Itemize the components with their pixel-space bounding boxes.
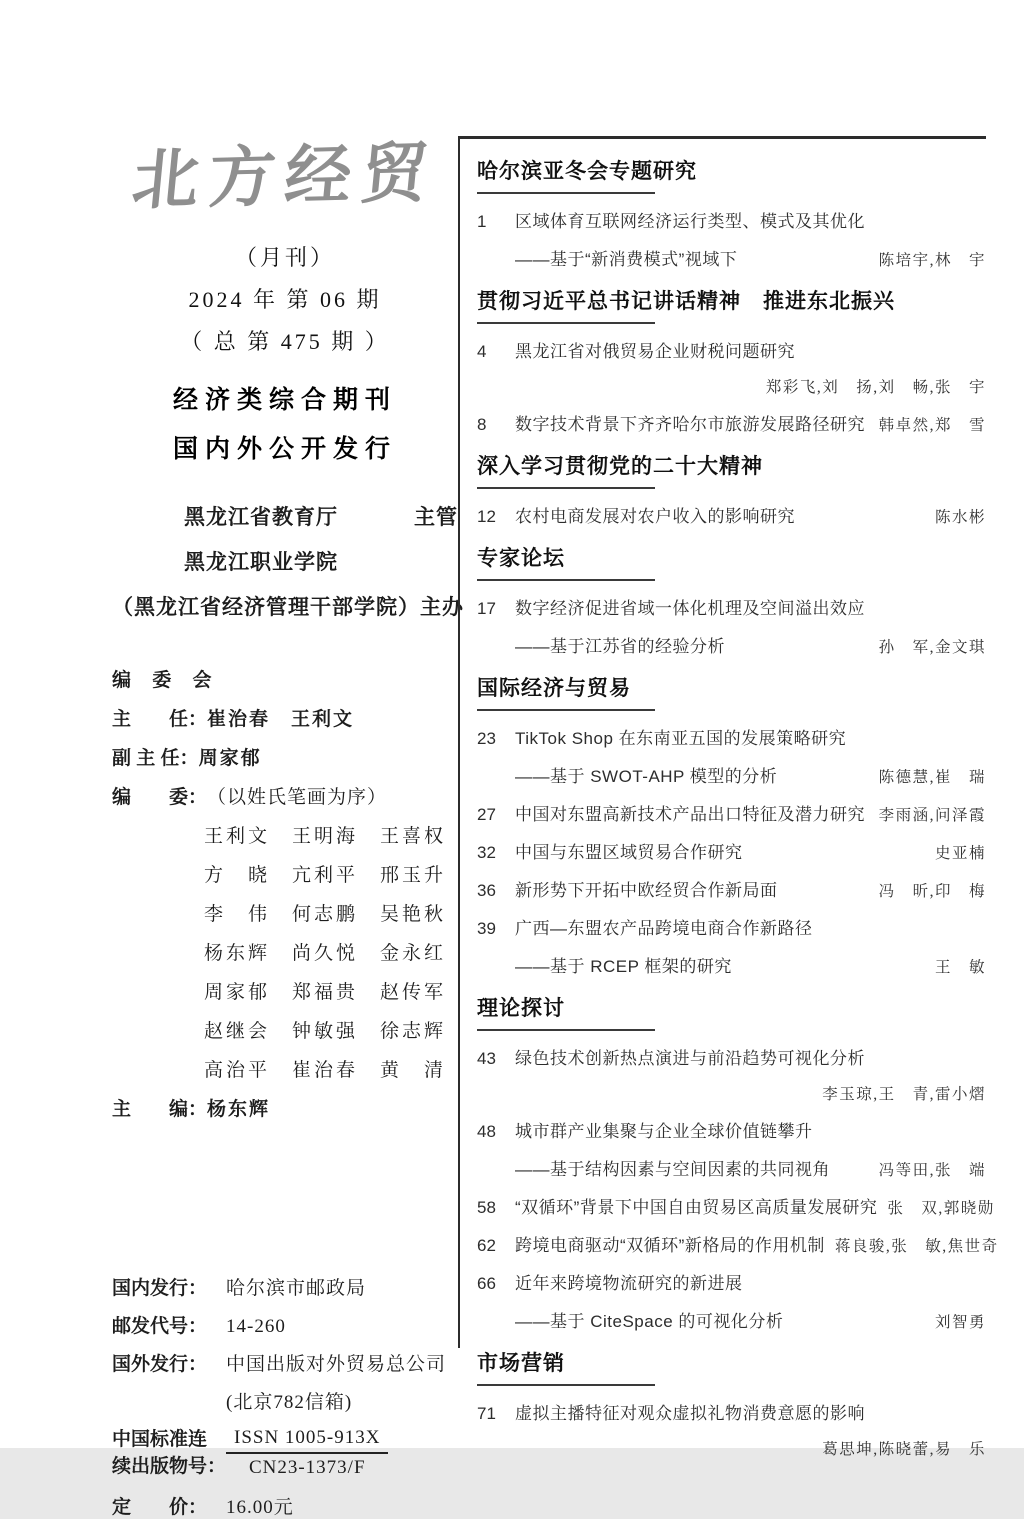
supervisor-row <box>112 501 458 531</box>
members-note: （以姓氏笔画为序） <box>207 787 388 808</box>
issn-values <box>226 1427 388 1479</box>
host-org: 黑龙江职业学院 <box>184 551 338 574</box>
publishing-value: 14-260 <box>226 1316 286 1337</box>
publishing-info <box>112 1273 458 1414</box>
toc-entry <box>477 1269 986 1294</box>
page-number: 66 <box>477 1274 496 1293</box>
page-number: 1 <box>477 212 487 231</box>
entry-title: TikTok Shop 在东南亚五国的发展策略研究 <box>515 729 847 748</box>
page-number: 12 <box>477 507 496 526</box>
editorial-board-title: 编 委 会 <box>112 670 220 691</box>
deputy-director-row <box>112 743 458 770</box>
entry-title: 近年来跨境物流研究的新进展 <box>515 1274 743 1293</box>
entry-title: 中国与东盟区域贸易合作研究 <box>515 843 743 862</box>
frequency-label: （月刊） <box>234 245 335 270</box>
member-row: 李 伟 何志鹏 吴艳秋 <box>204 904 447 925</box>
publishing-label: 国外发行： <box>112 1354 208 1375</box>
journal-type-line2: 国内外公开发行 <box>172 435 397 463</box>
member-row: 高治平 崔治春 黄 清 <box>204 1060 447 1081</box>
publishing-value: 中国出版对外贸易总公司 <box>226 1354 447 1375</box>
chief-editor-name: 杨东辉 <box>207 1099 271 1120</box>
entry-authors: 刘智勇 <box>934 1314 986 1331</box>
entry-subtitle: ——基于江苏省的经验分析 <box>515 637 725 656</box>
entry-authors: 李雨涵,问泽霞 <box>878 807 986 824</box>
entry-subtitle: ——基于 SWOT-AHP 模型的分析 <box>515 767 778 786</box>
page-number: 62 <box>477 1236 496 1255</box>
members-header-row <box>112 782 458 809</box>
section-underline <box>477 579 655 581</box>
section-underline <box>477 1029 655 1031</box>
issn-number: ISSN 1005-913X <box>226 1427 388 1454</box>
toc-entry <box>477 1193 995 1218</box>
page-number: 23 <box>477 729 496 748</box>
member-list <box>112 821 458 1082</box>
page-number: 43 <box>477 1049 496 1068</box>
section-underline <box>477 709 655 711</box>
section-underline <box>477 192 655 194</box>
price-label: 定 价： <box>112 1497 208 1518</box>
toc-entry <box>477 724 986 749</box>
entry-authors: 张 双,郭晓勋 <box>887 1200 995 1217</box>
issn-label-line1: 中国标准连 <box>112 1429 208 1450</box>
toc-entry-subtitle-row <box>477 632 986 657</box>
entry-title: 农村电商发展对农户收入的影响研究 <box>515 507 795 526</box>
cn-number: CN23-1373/F <box>248 1457 366 1478</box>
publishing-label: 邮发代号： <box>112 1316 208 1337</box>
members-label: 编 委： <box>112 787 208 808</box>
entry-title: 新形势下开拓中欧经贸合作新局面 <box>515 881 778 900</box>
host-org-row <box>112 546 458 576</box>
toc-entry <box>477 838 986 863</box>
publishing-row <box>112 1387 458 1414</box>
entry-subtitle: ——基于“新消费模式”视域下 <box>515 250 738 269</box>
toc-section-title: 哈尔滨亚冬会专题研究 <box>477 160 697 183</box>
member-row: 周家郁 郑福贵 赵传军 <box>204 982 447 1003</box>
journal-type-line1: 经济类综合期刊 <box>172 386 397 414</box>
entry-authors: 陈德慧,崔 瑞 <box>878 769 986 786</box>
entry-title: 区域体育互联网经济运行类型、模式及其优化 <box>515 212 865 231</box>
toc-entry <box>477 410 986 435</box>
toc-entry <box>477 800 986 825</box>
page-number: 39 <box>477 919 496 938</box>
toc-entry-authors-row <box>477 375 986 397</box>
journal-logo: 北方经贸 <box>128 133 442 219</box>
chief-editor-row <box>112 1094 458 1121</box>
publishing-row <box>112 1349 458 1376</box>
supervisor-org: 黑龙江省教育厅 <box>184 506 338 529</box>
host-role-label: 主办 <box>420 596 464 619</box>
entry-authors: 蒋良骏,张 敏,焦世奇 <box>834 1238 999 1255</box>
toc-entry <box>477 876 986 901</box>
toc-entry <box>477 207 986 232</box>
toc-section-title: 国际经济与贸易 <box>477 677 631 700</box>
director-row <box>112 704 458 731</box>
toc-entry <box>477 1044 986 1069</box>
host-org-alt-row <box>112 591 464 621</box>
entry-authors: 葛思坤,陈晓蕾,易 乐 <box>822 1441 986 1458</box>
price-row <box>112 1492 458 1519</box>
section-underline <box>477 487 655 489</box>
entry-authors: 韩卓然,郑 雪 <box>878 417 986 434</box>
toc-entry <box>477 594 986 619</box>
publishing-value: (北京782信箱) <box>226 1392 353 1413</box>
section-underline <box>477 322 655 324</box>
page-number: 32 <box>477 843 496 862</box>
issn-label-line2: 续出版物号： <box>112 1456 227 1477</box>
member-row: 杨东辉 尚久悦 金永红 <box>204 943 447 964</box>
toc-entry <box>477 1231 999 1256</box>
page-number: 36 <box>477 881 496 900</box>
table-of-contents <box>458 136 999 1458</box>
member-row: 赵继会 钟敏强 徐志辉 <box>204 1021 447 1042</box>
entry-title: 绿色技术创新热点演进与前沿趋势可视化分析 <box>515 1049 865 1068</box>
publishing-label: 国内发行： <box>112 1278 208 1299</box>
entry-authors: 冯 昕,印 梅 <box>878 883 986 900</box>
price-value: 16.00元 <box>226 1497 294 1518</box>
journal-type-block <box>112 380 458 465</box>
entry-authors: 李玉琼,王 青,雷小熠 <box>822 1086 986 1103</box>
toc-entry <box>477 1117 986 1142</box>
toc-section-title: 贯彻习近平总书记讲话精神 推进东北振兴 <box>477 290 895 313</box>
toc-entry-authors-row <box>477 1082 986 1104</box>
entry-title: “双循环”背景下中国自由贸易区高质量发展研究 <box>515 1198 878 1217</box>
entry-title: 数字技术背景下齐齐哈尔市旅游发展路径研究 <box>515 415 865 434</box>
publishing-row <box>112 1311 458 1338</box>
entry-subtitle: ——基于 CiteSpace 的可视化分析 <box>515 1312 784 1331</box>
page-number: 48 <box>477 1122 496 1141</box>
entry-title: 广西—东盟农产品跨境电商合作新路径 <box>515 919 813 938</box>
deputy-director-name: 周家郁 <box>198 748 262 769</box>
entry-subtitle: ——基于 RCEP 框架的研究 <box>515 957 732 976</box>
journal-info-column <box>112 126 464 1519</box>
entry-subtitle: ——基于结构因素与空间因素的共同视角 <box>515 1160 830 1179</box>
toc-entry-subtitle-row <box>477 762 986 787</box>
entry-authors: 郑彩飞,刘 扬,刘 畅,张 宇 <box>765 379 986 396</box>
toc-section-title: 专家论坛 <box>477 547 565 570</box>
toc-section-title: 理论探讨 <box>477 997 565 1020</box>
entry-title: 中国对东盟高新技术产品出口特征及潜力研究 <box>515 805 865 824</box>
chief-editor-label: 主 编： <box>112 1099 208 1120</box>
toc-entry <box>477 914 986 939</box>
page-number: 58 <box>477 1198 496 1217</box>
entry-authors: 陈培宇,林 宇 <box>878 252 986 269</box>
toc-entry-subtitle-row <box>477 952 986 977</box>
sponsor-block <box>112 501 464 621</box>
entry-authors: 王 敏 <box>934 959 986 976</box>
entry-title: 黑龙江省对俄贸易企业财税问题研究 <box>515 342 795 361</box>
page-number: 71 <box>477 1404 496 1423</box>
section-underline <box>477 1384 655 1386</box>
entry-authors: 孙 军,金文琪 <box>878 639 986 656</box>
host-org-alt: （黑龙江省经济管理干部学院） <box>112 596 420 619</box>
director-names: 崔治春 王利文 <box>207 709 355 730</box>
member-row: 方 晓 亢利平 邢玉升 <box>204 865 447 886</box>
director-label: 主 任： <box>112 709 208 730</box>
issn-label <box>112 1426 226 1480</box>
toc-section-title: 市场营销 <box>477 1352 565 1375</box>
entry-authors: 冯等田,张 端 <box>878 1162 986 1179</box>
page-number: 17 <box>477 599 496 618</box>
editorial-board <box>112 665 458 1121</box>
supervisor-role-label: 主管 <box>414 506 458 529</box>
member-row: 王利文 王明海 王喜权 <box>204 826 447 847</box>
publishing-row <box>112 1273 458 1300</box>
page-number: 27 <box>477 805 496 824</box>
deputy-director-label: 副 主 任： <box>112 748 199 769</box>
toc-entry <box>477 502 986 527</box>
toc-entry-subtitle-row <box>477 1307 986 1332</box>
toc-entry <box>477 1399 986 1424</box>
issue-number: 2024 年 第 06 期 <box>188 287 382 312</box>
issn-block <box>112 1426 458 1480</box>
entry-authors: 陈水彬 <box>934 509 986 526</box>
toc-entry-authors-row <box>477 1437 986 1459</box>
entry-title: 虚拟主播特征对观众虚拟礼物消费意愿的影响 <box>515 1404 865 1423</box>
entry-title: 城市群产业集聚与企业全球价值链攀升 <box>515 1122 813 1141</box>
page-number: 8 <box>477 415 487 434</box>
issue-total-number: （ 总 第 475 期 ） <box>180 329 390 354</box>
toc-entry-subtitle-row <box>477 245 986 270</box>
entry-title: 跨境电商驱动“双循环”新格局的作用机制 <box>515 1236 825 1255</box>
page-number: 4 <box>477 342 487 361</box>
toc-entry <box>477 337 986 362</box>
toc-section-title: 深入学习贯彻党的二十大精神 <box>477 455 763 478</box>
toc-entry-subtitle-row <box>477 1155 986 1180</box>
publishing-value: 哈尔滨市邮政局 <box>226 1278 367 1299</box>
entry-title: 数字经济促进省域一体化机理及空间溢出效应 <box>515 599 865 618</box>
entry-authors: 史亚楠 <box>934 845 986 862</box>
